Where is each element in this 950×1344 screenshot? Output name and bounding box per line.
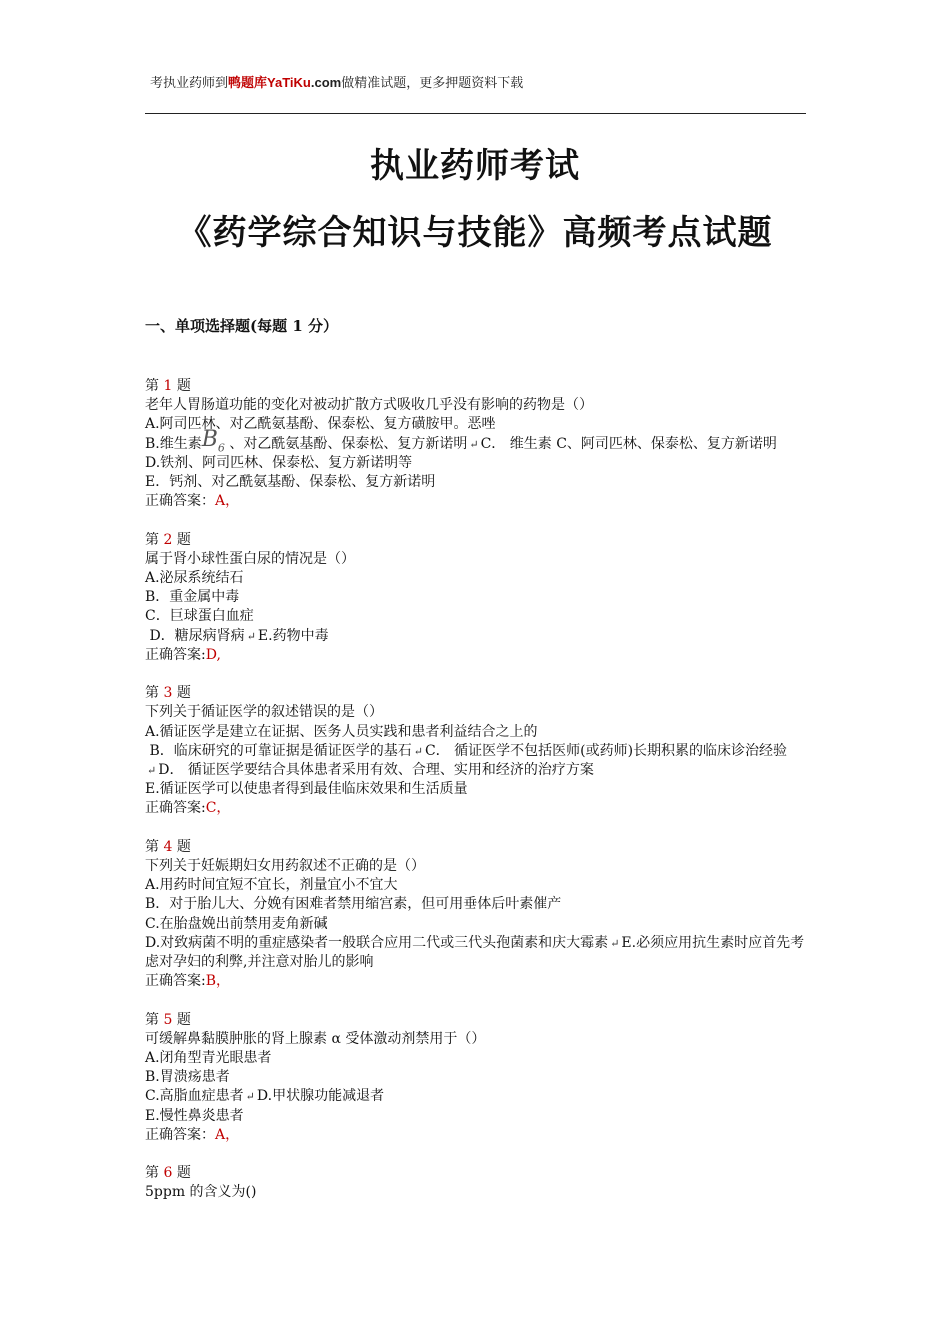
paragraph-return-icon: ↵ (469, 437, 479, 451)
question-4 (145, 838, 815, 992)
paragraph-return-icon: ↵ (610, 936, 620, 950)
doc-title-line2: 《药学综合知识与技能》高频考点试题 (177, 213, 773, 253)
answer-line (145, 1126, 815, 1145)
question-number-line: 第 6 题 (145, 1165, 191, 1182)
question-2 (145, 531, 815, 665)
option-d-e (145, 627, 815, 646)
question-number-line: 第 3 题 (145, 685, 191, 702)
option-c: C.在胎盘娩出前禁用麦角新碱 (145, 915, 328, 932)
answer-value: C， (205, 800, 231, 817)
option-c: C． 维生素 C、阿司匹林、保泰松、复方新诺明 (480, 435, 777, 452)
option-b-c (145, 426, 815, 454)
option-e: E.药物中毒 (257, 627, 329, 644)
brand-domain[interactable]: .com (310, 75, 342, 90)
question-stem: 5ppm 的含义为() (145, 1184, 257, 1201)
header-rule (145, 113, 806, 114)
option-a: A.用药时间宜短不宜长，剂量宜小不宜大 (145, 877, 398, 894)
option-e: E.慢性鼻炎患者 (145, 1107, 244, 1124)
paragraph-return-icon: ↵ (413, 744, 423, 758)
question-6 (145, 1164, 815, 1202)
brand-name-en[interactable]: YaTiKu (267, 75, 311, 90)
option-a: A.闭角型青光眼患者 (145, 1050, 272, 1067)
answer-value: A， (215, 1126, 240, 1143)
option-e: E．钙剂、对乙酰氨基酚、保泰松、复方新诺明 (145, 474, 436, 491)
option-b: B．临床研究的可靠证据是循证医学的基石 (145, 742, 412, 759)
question-1 (145, 377, 815, 511)
option-a: A.循证医学是建立在证据、医务人员实践和患者利益结合之上的 (145, 723, 538, 740)
option-c: C． 循证医学不包括医师(或药师)长期积累的临床诊治经验 (424, 742, 788, 759)
question-number: 5 (163, 1011, 173, 1028)
answer-value: B， (205, 973, 231, 990)
question-number: 3 (163, 685, 173, 702)
option-d: D．糖尿病肾病 (145, 627, 245, 644)
option-b-c-d (145, 742, 815, 780)
answer-line (145, 972, 815, 991)
question-5 (145, 1011, 815, 1145)
question-stem: 下列关于妊娠期妇女用药叙述不正确的是（） (145, 858, 425, 875)
vitamin-b6-formula-image: $B_6$ (201, 426, 225, 454)
question-number-line: 第 1 题 (145, 378, 191, 394)
answer-label: 正确答案： (145, 493, 215, 510)
option-e: E.必须应用抗生素时应首先考虑对孕妇的利弊,并注意对胎儿的影响 (145, 934, 805, 971)
question-stem: 可缓解鼻黏膜肿胀的肾上腺素 α 受体激动剂禁用于（） (145, 1030, 486, 1047)
answer-label: 正确答案: (145, 646, 206, 663)
question-stem: 下列关于循证医学的叙述错误的是（） (145, 704, 383, 721)
answer-line (145, 646, 815, 665)
question-stem: 属于肾小球性蛋白尿的情况是（） (145, 550, 355, 567)
question-list (145, 377, 815, 1222)
answer-value: D, (205, 646, 221, 663)
question-number: 6 (163, 1165, 173, 1182)
question-number-line: 第 5 题 (145, 1011, 191, 1028)
option-d: D.甲状腺功能减退者 (256, 1088, 385, 1105)
header-suffix: 做精准试题，更多押题资料下载 (341, 76, 524, 91)
question-number: 2 (163, 531, 173, 548)
option-d: D． 循证医学要结合具体患者采用有效、合理、实用和经济的治疗方案 (158, 762, 594, 779)
question-number-line: 第 4 题 (145, 838, 191, 855)
brand-name-cn[interactable]: 鸭题库 (228, 76, 268, 91)
option-e: E.循证医学可以使患者得到最佳临床效果和生活质量 (145, 781, 468, 798)
option-d: D.对致病菌不明的重症感染者一般联合应用二代或三代头孢菌素和庆大霉素 (145, 934, 609, 951)
option-b-suffix: 、对乙酰氨基酚、保泰松、复方新诺明 (224, 435, 468, 452)
option-a: A.泌尿系统结石 (145, 570, 244, 587)
option-b: B．重金属中毒 (145, 589, 240, 606)
option-d: D.铁剂、阿司匹林、保泰松、复方新诺明等 (145, 454, 413, 471)
option-c-d (145, 1087, 815, 1106)
header-prefix: 考执业药师到 (150, 76, 229, 91)
option-c: C.高脂血症患者 (145, 1088, 244, 1105)
section-heading: 一、单项选择题(每题 1 分） (145, 317, 338, 335)
answer-line (145, 492, 815, 511)
option-b: B.胃溃疡患者 (145, 1069, 230, 1086)
question-stem: 老年人胃肠道功能的变化对被动扩散方式吸收几乎没有影响的药物是（） (145, 397, 593, 414)
doc-title-line1: 执业药师考试 (370, 146, 580, 186)
paragraph-return-icon: ↵ (245, 1090, 255, 1104)
question-3 (145, 684, 815, 818)
option-b: B．对于胎儿大、分娩有困难者禁用缩宫素，但可用垂体后叶素催产 (145, 896, 562, 913)
answer-label: 正确答案: (145, 973, 206, 990)
option-b-prefix: B.维生素 (145, 435, 202, 452)
option-d-e (145, 934, 815, 972)
paragraph-return-icon: ↵ (246, 629, 256, 643)
answer-label: 正确答案： (145, 1126, 215, 1143)
answer-value: A， (215, 493, 240, 510)
answer-line (145, 799, 815, 818)
question-number-line: 第 2 题 (145, 531, 191, 548)
question-number: 1 (163, 378, 173, 394)
question-number: 4 (163, 838, 173, 855)
option-c: C．巨球蛋白血症 (145, 608, 254, 625)
answer-label: 正确答案: (145, 800, 206, 817)
paragraph-return-icon: ↵ (147, 764, 157, 778)
option-a: A.阿司匹林、对乙酰氨基酚、保泰松、复方磺胺甲。恶唑 (145, 416, 496, 433)
page-header (150, 72, 523, 91)
